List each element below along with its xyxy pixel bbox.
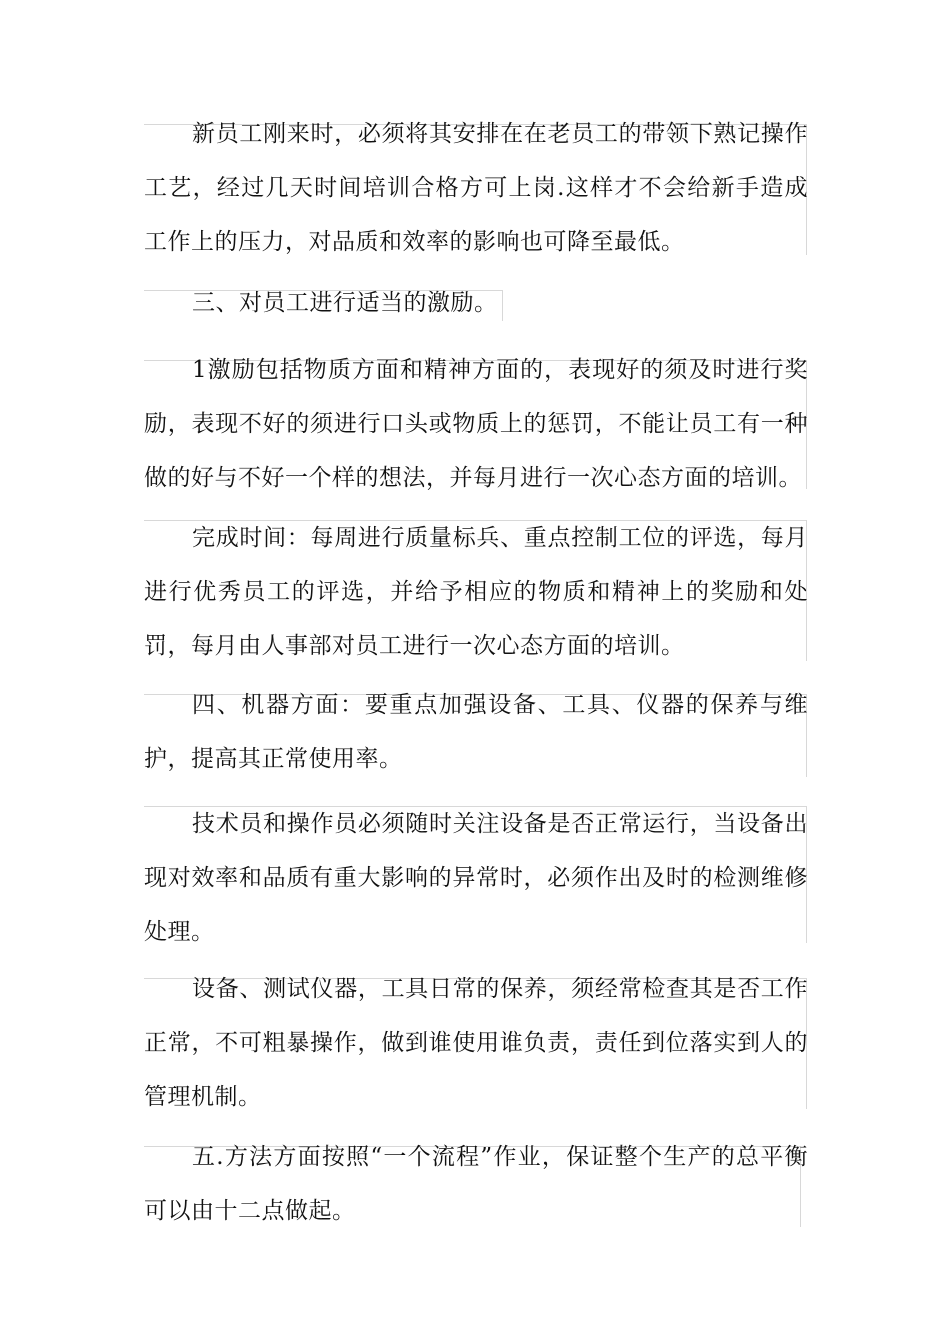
paragraph-equipment-maintenance: 设备、测试仪器，工具日常的保养，须经常检查其是否工作正常，不可粗暴操作，做到谁使用谁负责，责任到位落实到人的管理机制。	[144, 976, 808, 1110]
paragraph-equipment-monitoring: 技术员和操作员必须随时关注设备是否正常运行，当设备出现对效率和品质有重大影响的异常时，必须作出及时的检测维修处理。	[144, 811, 808, 945]
paragraph-new-staff-training: 新员工刚来时，必须将其安排在在老员工的带领下熟记操作工艺，经过几天时间培训合格方可上岗.这样才不会给新手造成工作上的压力，对品质和效率的影响也可降至最低。	[144, 121, 808, 255]
heading-section-four-machines: 四、机器方面：要重点加强设备、工具、仪器的保养与维护，提高其正常使用率。	[144, 692, 808, 772]
heading-section-five-methods: 五.方法方面按照“一个流程”作业，保证整个生产的总平衡可以由十二点做起。	[144, 1144, 808, 1224]
heading-section-three: 三、对员工进行适当的激励。	[192, 290, 498, 316]
paragraph-incentives: 1激励包括物质方面和精神方面的，表现好的须及时进行奖励，表现不好的须进行口头或物质上的惩罚，不能让员工有一种做的好与不好一个样的想法，并每月进行一次心态方面的培训。	[144, 357, 808, 491]
paragraph-completion-time: 完成时间：每周进行质量标兵、重点控制工位的评选，每月进行优秀员工的评选，并给予相应的物质和精神上的奖励和处罚，每月由人事部对员工进行一次心态方面的培训。	[144, 525, 808, 659]
